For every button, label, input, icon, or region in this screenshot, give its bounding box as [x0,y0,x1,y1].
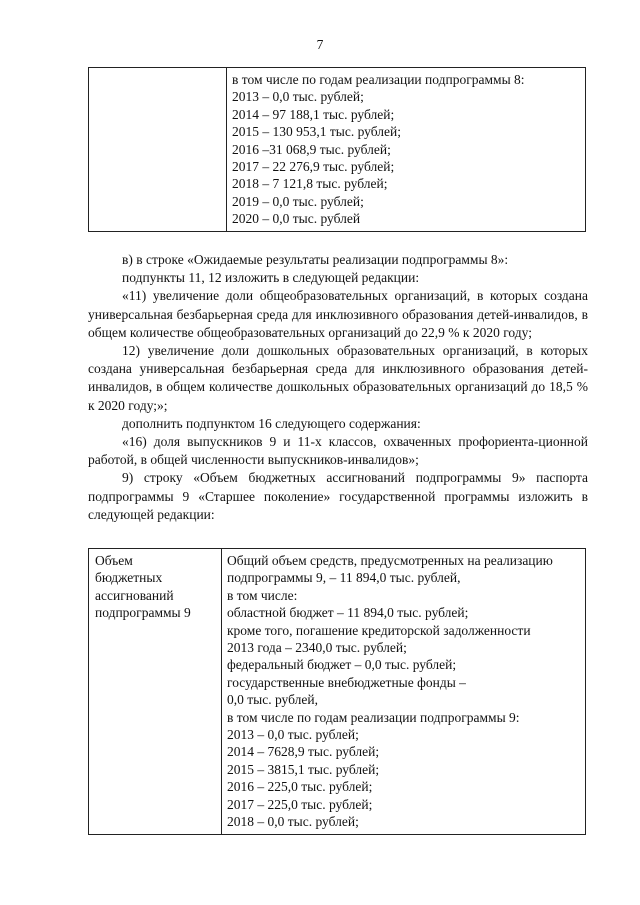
table-line: 0,0 тыс. рублей, [227,692,318,708]
table-line: 2017 – 225,0 тыс. рублей; [227,796,373,812]
table-cell-label [89,549,222,835]
table-label-line: Объем [95,553,133,568]
table-label-line: ассигнований [95,587,174,603]
table-line: 2018 – 0,0 тыс. рублей; [227,814,359,830]
body-text [88,251,588,524]
table-line: подпрограммы 9, – 11 894,0 тыс. рублей, [227,570,461,586]
page-number: 7 [316,37,324,52]
budget-table-subprogram-8 [88,67,586,232]
paragraph: «16) доля выпускников 9 и 11-х классов, охваченных профориента-ционной работой, в общей численности выпускников-инвалидов»; [88,434,588,468]
table-line: в том числе: [227,587,298,603]
budget-table-subprogram-9 [88,548,586,835]
table-line: 2018 – 7 121,8 тыс. рублей; [232,176,388,192]
table-line: Общий объем средств, предусмотренных на реализацию [227,553,553,568]
table-line: федеральный бюджет – 0,0 тыс. рублей; [227,657,457,673]
table-cell-content [222,549,586,835]
paragraph: подпункты 11, 12 изложить в следующей редакции: [122,270,420,286]
table-line: 2015 – 130 953,1 тыс. рублей; [232,124,401,140]
table-line: 2017 – 22 276,9 тыс. рублей; [232,159,395,175]
table-line: 2016 –31 068,9 тыс. рублей; [232,141,391,157]
paragraph: 12) увеличение доли дошкольных образовательных организаций, в которых создана универсальная безбарьерная среда для инклюзивного образования детей-инвалидов, в общем количестве дошкольных образовательных организаций до 18,5 % к 2020 году;»; [88,343,588,413]
table-line: 2013 – 0,0 тыс. рублей; [232,89,364,105]
table-line: государственные внебюджетные фонды – [227,674,466,690]
table-line: 2013 – 0,0 тыс. рублей; [227,727,359,743]
table-line: 2019 – 0,0 тыс. рублей; [232,193,364,209]
paragraph: 9) строку «Объем бюджетных ассигнований подпрограммы 9» паспорта подпрограммы 9 «Старшее поколение» государственной программы изложить в следующей редакции: [88,470,588,522]
table-line: в том числе по годам реализации подпрограммы 8: [232,72,525,87]
table-line: 2013 года – 2340,0 тыс. рублей; [227,640,407,656]
table-line: областной бюджет – 11 894,0 тыс. рублей; [227,605,469,621]
paragraph: «11) увеличение доли общеобразовательных организаций, в которых создана универсальная безбарьерная среда для инклюзивного образования детей-инвалидов, в общем количестве общеобразовательных организаций до 22,9 % к 2020 году; [88,288,588,340]
table-line: 2014 – 7628,9 тыс. рублей; [227,744,380,760]
table-label-line: подпрограммы 9 [95,605,191,621]
table-line: 2014 – 97 188,1 тыс. рублей; [232,106,395,122]
paragraph: в) в строке «Ожидаемые результаты реализации подпрограммы 8»: [122,252,509,267]
table-row [89,549,586,835]
paragraph: дополнить подпунктом 16 следующего содержания: [122,415,421,431]
table-line: кроме того, погашение кредиторской задолженности [227,622,531,638]
table-cell-label [89,68,227,232]
table-cell-content [227,68,586,232]
table-label-line: бюджетных [95,570,163,586]
table-line: 2020 – 0,0 тыс. рублей [232,211,361,227]
table-line: в том числе по годам реализации подпрограммы 9: [227,709,520,725]
table-line: 2016 – 225,0 тыс. рублей; [227,779,373,795]
table-line: 2015 – 3815,1 тыс. рублей; [227,761,380,777]
table-row [89,68,586,232]
